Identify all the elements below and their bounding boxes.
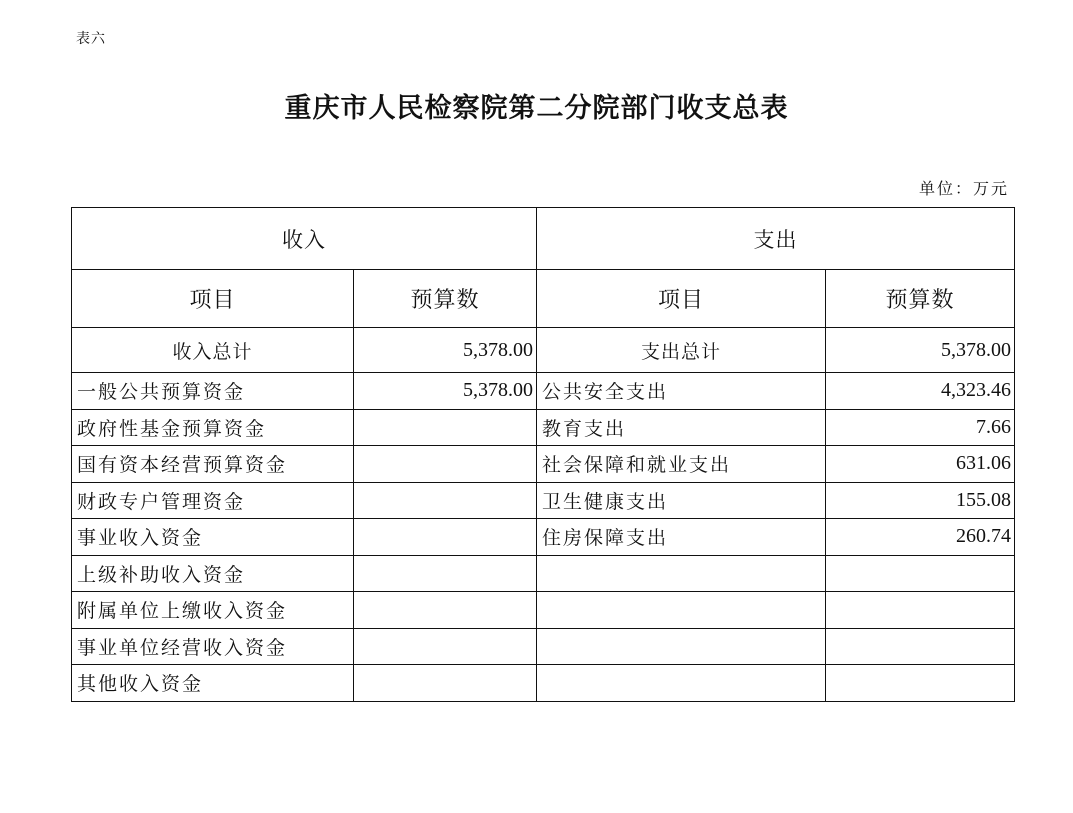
income-item-cell: 政府性基金预算资金 bbox=[72, 409, 354, 446]
income-value-cell bbox=[354, 482, 537, 519]
expense-item-cell: 教育支出 bbox=[537, 409, 826, 446]
expense-item-cell: 社会保障和就业支出 bbox=[537, 446, 826, 483]
expense-total-label: 支出总计 bbox=[537, 328, 826, 373]
expense-value-cell: 631.06 bbox=[826, 446, 1015, 483]
expense-item-cell: 住房保障支出 bbox=[537, 519, 826, 556]
expense-item-cell: 公共安全支出 bbox=[537, 373, 826, 410]
expense-value-cell: 260.74 bbox=[826, 519, 1015, 556]
income-item-column-header: 项目 bbox=[72, 270, 354, 328]
income-total-value: 5,378.00 bbox=[354, 328, 537, 373]
expense-value-cell bbox=[826, 555, 1015, 592]
expense-item-cell bbox=[537, 628, 826, 665]
expense-total-value: 5,378.00 bbox=[826, 328, 1015, 373]
income-value-cell bbox=[354, 628, 537, 665]
income-group-header: 收入 bbox=[72, 208, 537, 270]
expense-item-cell bbox=[537, 592, 826, 629]
income-value-cell bbox=[354, 409, 537, 446]
table-row bbox=[72, 373, 1015, 410]
column-header-row bbox=[72, 270, 1015, 328]
income-value-cell bbox=[354, 446, 537, 483]
income-expense-summary-table bbox=[71, 207, 1015, 702]
income-value-cell bbox=[354, 665, 537, 702]
table-row bbox=[72, 555, 1015, 592]
expense-item-cell: 卫生健康支出 bbox=[537, 482, 826, 519]
income-item-cell: 一般公共预算资金 bbox=[72, 373, 354, 410]
table-number-label: 表六 bbox=[76, 31, 106, 47]
income-item-cell: 上级补助收入资金 bbox=[72, 555, 354, 592]
income-value-cell bbox=[354, 592, 537, 629]
table-row bbox=[72, 409, 1015, 446]
income-value-cell bbox=[354, 555, 537, 592]
table-row bbox=[72, 482, 1015, 519]
expense-value-cell bbox=[826, 665, 1015, 702]
expense-value-cell: 4,323.46 bbox=[826, 373, 1015, 410]
expense-item-cell bbox=[537, 555, 826, 592]
unit-label: 单位：万元 bbox=[918, 179, 1009, 198]
table-row bbox=[72, 628, 1015, 665]
expense-budget-column-header: 预算数 bbox=[826, 270, 1015, 328]
income-value-cell: 5,378.00 bbox=[354, 373, 537, 410]
income-item-cell: 国有资本经营预算资金 bbox=[72, 446, 354, 483]
expense-item-cell bbox=[537, 665, 826, 702]
income-item-cell: 附属单位上缴收入资金 bbox=[72, 592, 354, 629]
expense-item-column-header: 项目 bbox=[537, 270, 826, 328]
table-row bbox=[72, 446, 1015, 483]
income-item-cell: 其他收入资金 bbox=[72, 665, 354, 702]
income-value-cell bbox=[354, 519, 537, 556]
group-header-row bbox=[72, 208, 1015, 270]
expense-value-cell bbox=[826, 592, 1015, 629]
expense-value-cell bbox=[826, 628, 1015, 665]
table-row bbox=[72, 519, 1015, 556]
expense-value-cell: 155.08 bbox=[826, 482, 1015, 519]
table-row bbox=[72, 665, 1015, 702]
income-item-cell: 事业单位经营收入资金 bbox=[72, 628, 354, 665]
expense-group-header: 支出 bbox=[537, 208, 1015, 270]
income-item-cell: 事业收入资金 bbox=[72, 519, 354, 556]
table-row bbox=[72, 592, 1015, 629]
income-item-cell: 财政专户管理资金 bbox=[72, 482, 354, 519]
page-title: 重庆市人民检察院第二分院部门收支总表 bbox=[284, 93, 789, 124]
income-total-label: 收入总计 bbox=[72, 328, 354, 373]
expense-value-cell: 7.66 bbox=[826, 409, 1015, 446]
total-row bbox=[72, 328, 1015, 373]
income-budget-column-header: 预算数 bbox=[354, 270, 537, 328]
